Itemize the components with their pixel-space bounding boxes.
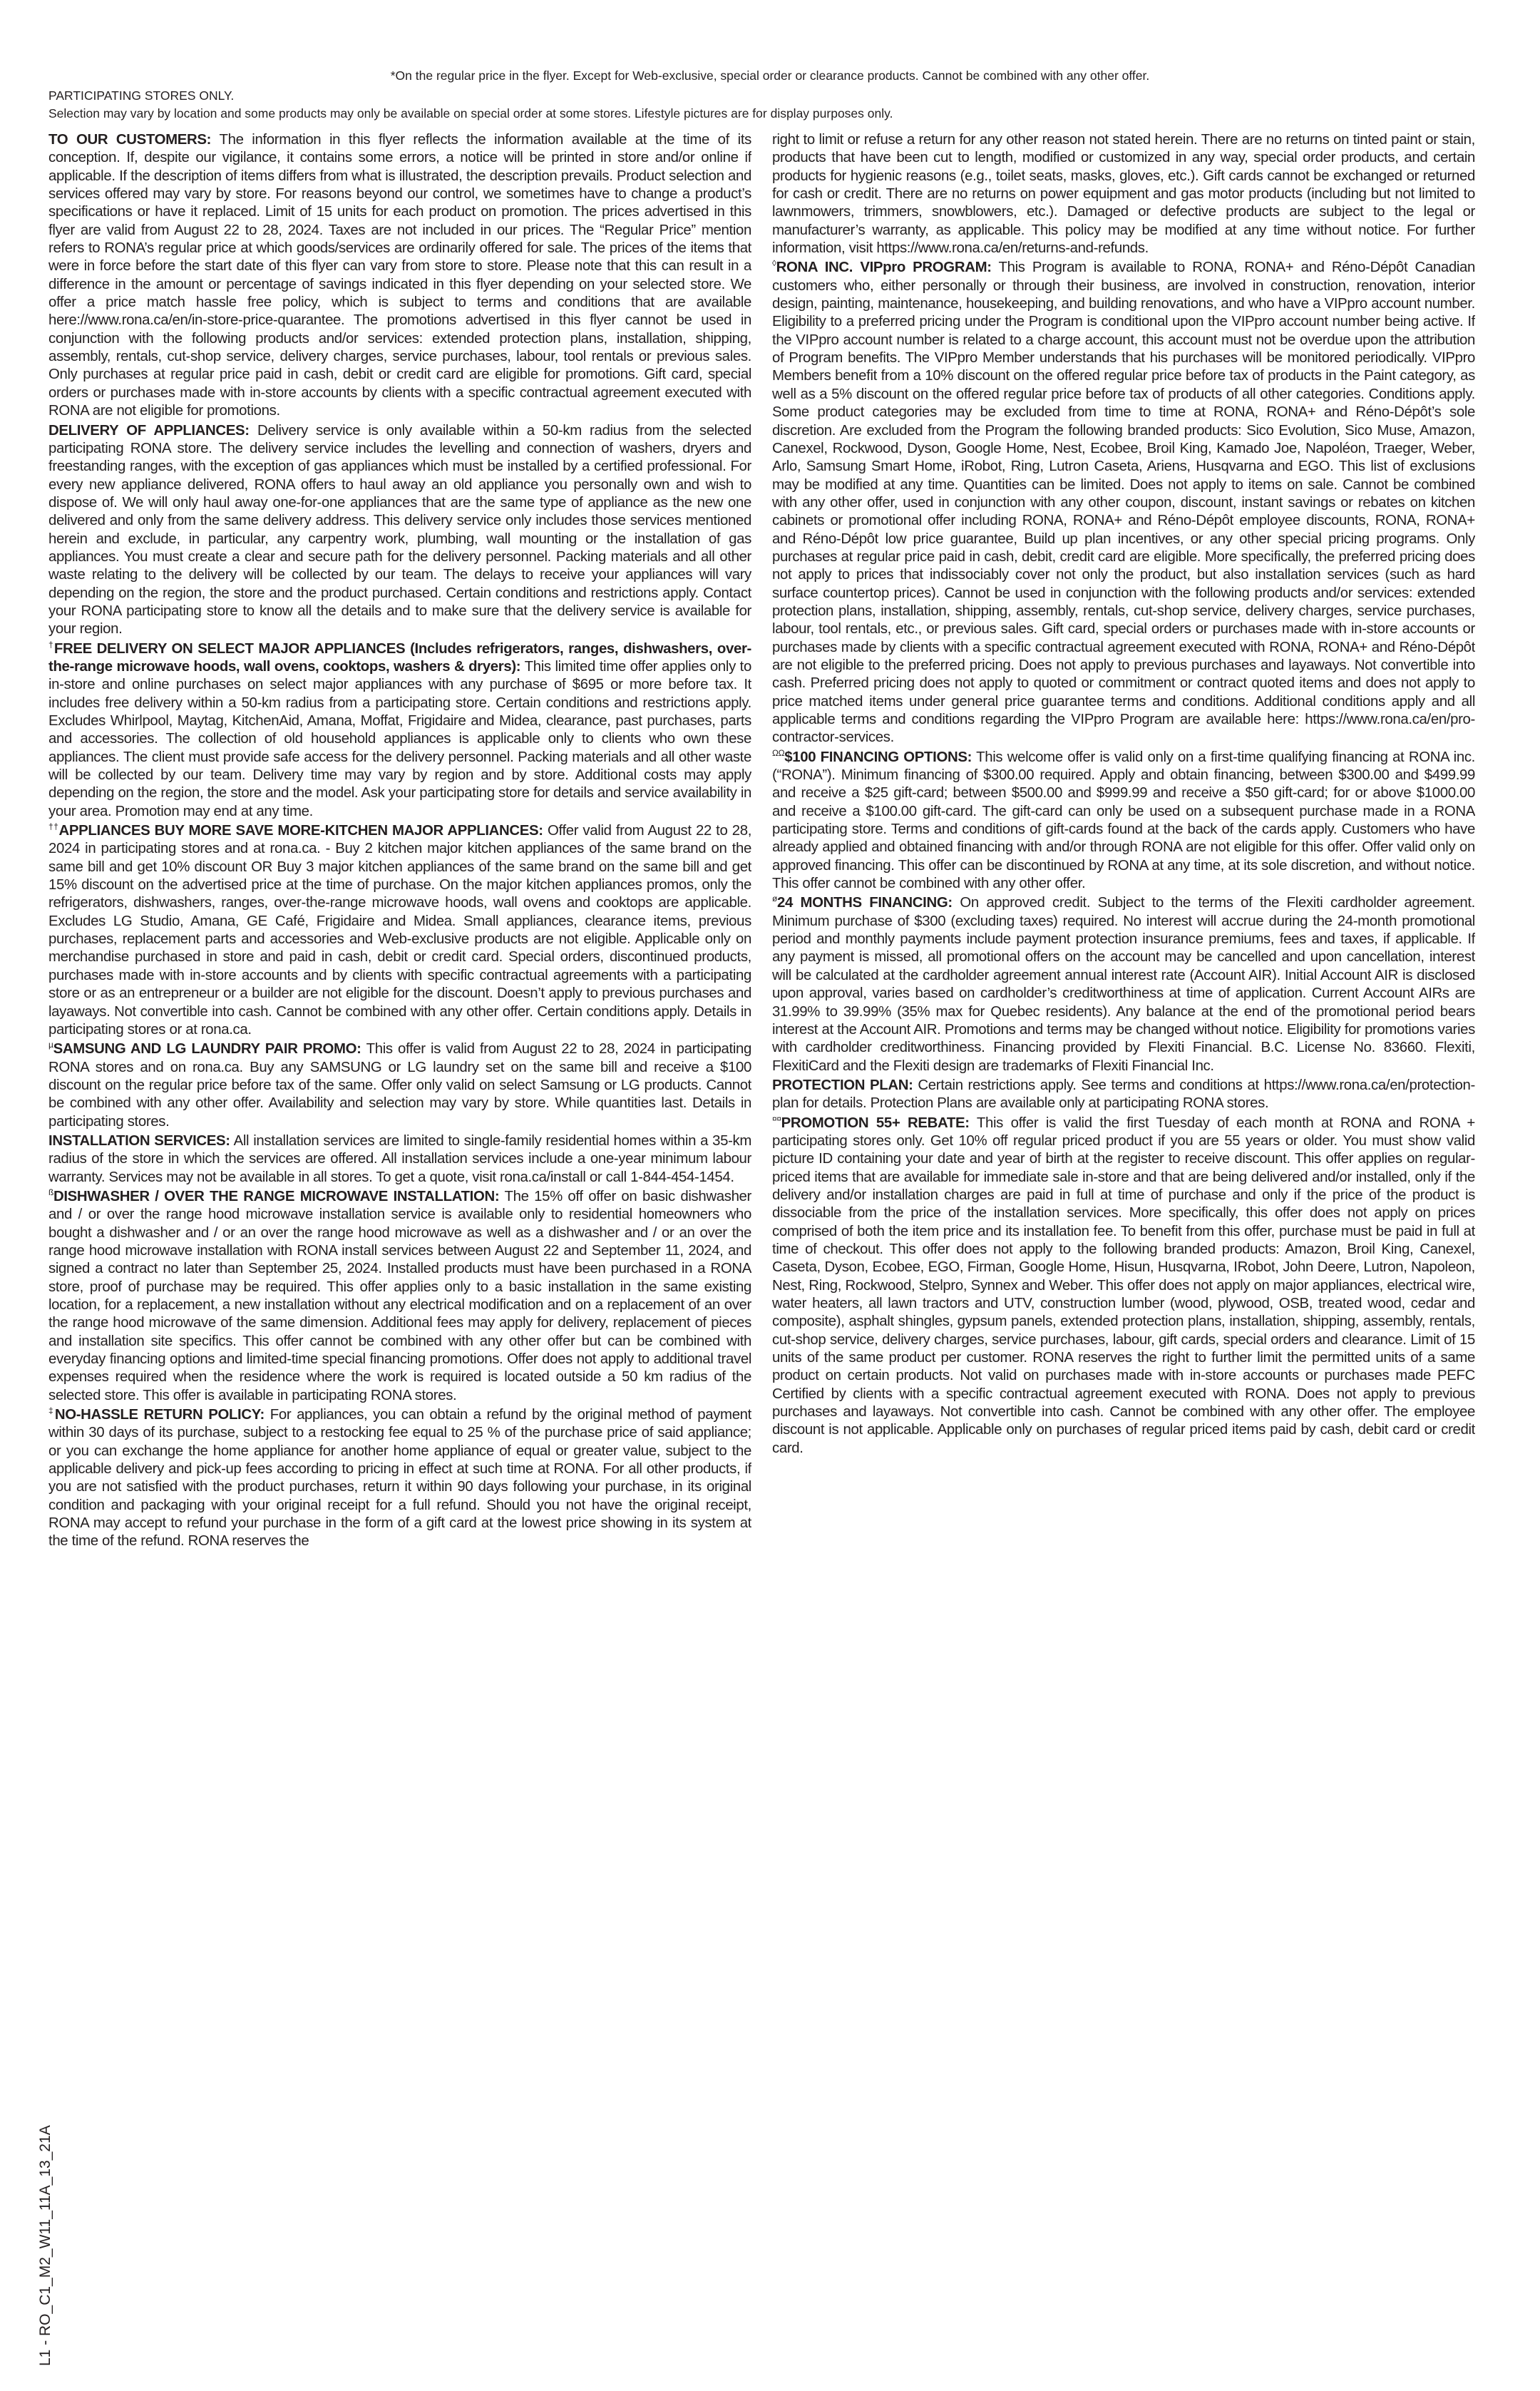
section-heading: APPLIANCES BUY MORE SAVE MORE-KITCHEN MAJOR APPLIANCES: bbox=[58, 823, 543, 839]
section-body: right to limit or refuse a return for any other reason not stated herein. There are no returns on tinted paint or stain, products that have been cut to length, modified or customized in any way, special order products, and certain products for hygienic reasons (e.g., toilet seats, masks, gloves, etc.). Gift cards cannot be exchanged or returned for cash or credit. There are no returns on power equipment and gas motor products (including but not limited to lawnmowers, trimmers, snowblowers, etc.). Damaged or defective products are subject to the legal or manufacturer’s warranty, as applicable. This policy may be modified at any time without notice. For further information, visit https://www.rona.ca/en/returns-and-refunds. bbox=[772, 132, 1475, 257]
participating-stores-note: PARTICIPATING STORES ONLY. bbox=[48, 88, 235, 103]
section-body: On approved credit. Subject to the terms of the Flexiti cardholder agreement. Minimum purchase of $300 (excluding taxes) required. No interest will accrue during the 24-month promotional period and monthly payments include payment protection insurance premiums, fees and taxes, if applicable. If any payment is missed, all promotional offers on the account may be cancelled and upon cancellation, interest will be calculated at the cardholder agreement annual interest rate (Account AIR). Initial Account AIR is disclosed upon approval, varies based on cardholder’s creditworthiness at time of application. Current Account AIRs are 31.99% to 39.99% (35% max for Quebec residents). Any balance at the end of the promotional period bears interest at the Account AIR. Promotions and terms may be changed without notice. Eligibility for promotions varies with cardholder creditworthiness. Financing provided by Flexiti Financial. B.C. License No. 83660. Flexiti, FlexitiCard and the Flexiti design are trademarks of Flexiti Financial Inc. bbox=[772, 895, 1475, 1074]
terms-section bbox=[772, 259, 1475, 747]
section-body: This welcome offer is valid only on a first-time qualifying financing at RONA inc. (“RONA”). Minimum financing of $300.00 required. Apply and obtain financing, between $300.00 and $499.99 and receive a $25 gift-card; between $500.00 and $999.99 and receive a $50 gift-card; for or above $1000.00 and receive a $100.00 gift-card. The gift-card can only be used on a subsequent purchase made in a RONA participating store. Terms and conditions of gift-cards found at the back of the cards apply. Customers who have already applied and obtained financing with and/or through RONA are not eligible for this offer. Offer valid only on approved financing. This offer can be discontinued by RONA at any time, at its sole discretion, and without notice. This offer cannot be combined with any other offer. bbox=[772, 749, 1475, 892]
selection-note: Selection may vary by location and some products may only be available on special order at some stores. Lifestyle pictures are for display purposes only. bbox=[48, 106, 893, 121]
terms-section bbox=[772, 1077, 1475, 1113]
footnote-mark: † bbox=[48, 639, 54, 650]
terms-section bbox=[48, 1132, 751, 1187]
section-heading: PROMOTION 55+ REBATE: bbox=[781, 1115, 970, 1131]
section-body: Certain restrictions apply. See terms and conditions at https://www.rona.ca/en/protection-plan for details. Protection Plans are available only at participating RONA stores. bbox=[772, 1077, 1475, 1112]
terms-section bbox=[772, 131, 1475, 257]
section-body: For appliances, you can obtain a refund by the original method of payment within 30 days of its purchase, subject to a restocking fee equal to 25 % of the purchase price of said appliance; or you can exchange the home appliance for another home appliance of equal or greater value, subject to the applicable delivery and pick-up fees according to pricing in effect at such time at RONA. For all other products, if you are not satisfied with the product purchases, return it within 90 days following your purchase, in its original condition and packaging with your original receipt for a full refund. Should you not have the original receipt, RONA may accept to refund your purchase in the form of a gift card at the lowest price showing in its system at the time of the refund. RONA reserves the bbox=[48, 1407, 751, 1550]
footnote-mark: ΩΩ bbox=[772, 747, 785, 758]
footnote-mark: †† bbox=[48, 821, 59, 832]
section-body: Delivery service is only available within a 50-km radius from the selected participating RONA store. The delivery service includes the levelling and connection of washers, dryers and freestanding ranges, with the exception of gas appliances which must be installed by a certified professional. For every new appliance delivered, RONA offers to haul away an old appliance you personally own and wish to dispose of. We will only haul away one-for-one appliances that are the same type of appliance as the new one delivered and only from the same delivery address. This delivery service only includes those services mentioned herein and exclude, in particular, any carpentry work, plumbing, wall mounting or the installation of gas appliances. You must create a clear and secure path for the delivery personnel. Packing materials and all other waste relating to the delivery will be collected by our team. The delays to receive your appliances will vary depending on the region, the store and the product purchased. Certain conditions and restrictions apply. Contact your RONA participating store to know all the details and to make sure that the delivery service is available for your region. bbox=[48, 422, 751, 638]
section-heading: TO OUR CUSTOMERS: bbox=[48, 132, 212, 148]
terms-section bbox=[48, 422, 751, 639]
terms-section bbox=[48, 1188, 751, 1405]
terms-section bbox=[772, 1115, 1475, 1458]
section-heading: NO-HASSLE RETURN POLICY: bbox=[54, 1407, 265, 1423]
section-heading: DELIVERY OF APPLIANCES: bbox=[48, 422, 250, 439]
section-heading: PROTECTION PLAN: bbox=[772, 1077, 913, 1093]
footnote-mark: µ bbox=[48, 1040, 53, 1050]
terms-section bbox=[48, 640, 751, 821]
section-body: This Program is available to RONA, RONA+ and Réno-Dépôt Canadian customers who, either personally or through their business, are involved in construction, renovation, interior design, painting, maintenance, housekeeping, and building renovations, and who have a VIPpro account number. Eligibility to a preferred pricing under the Program is conditional upon the VIPpro account number being active. If the VIPpro account number is related to a charge account, this account must not be overdue upon the attribution of Program benefits. The VIPpro Member understands that his purchases will be monitored periodically. VIPpro Members benefit from a 10% discount on the offered regular price before tax of products in the Paint category, as well as a 5% discount on the offered regular price before tax of products of all other categories. Conditions apply. Some product categories may be excluded from time to time at RONA, RONA+ and Réno-Dépôt’s sole discretion. Are excluded from the Program the following branded products: Sico Evolution, Sico Muse, Amazon, Canexel, Rockwood, Dyson, Google Home, Nest, Ecobee, Broil King, Kamado Joe, Napoléon, Traeger, Weber, Arlo, Samsung Smart Home, iRobot, Ring, Lutron Caseta, Ariens, Husqvarna and EGO. This list of exclusions may be modified at any time. Quantities can be limited. Does not apply to items on sale. Cannot be combined with any other offer, used in conjunction with any other coupon, discount, instant savings or rebates on kitchen cabinets or promotional offer including RONA, RONA+ and Réno-Dépôt employee discounts, RONA, RONA+ and Réno-Dépôt low price guarantee, Build up plan incentives, or any other special pricing programs. Only purchases at regular price paid in cash, debit, credit card are eligible. More specifically, the preferred pricing does not apply to prices that indissociably cover not only the product, but also installation services (such as hard surface countertop prices). Cannot be used in conjunction with the following products and/or services: extended protection plans, installation, shipping, assembly, rentals, cut-shop service, delivery charges, service purchases, labour, tool rentals, etc., or previous sales. Gift card, special orders or purchases made with in-store accounts or purchases made by clients with a specific contractual agreement executed with RONA, RONA+ and Réno-Dépôt are not eligible to the preferred pricing. Does not apply to previous purchases and layaways. Not convertible into cash. Preferred pricing does not apply to quoted or commitment or contract quoted items and does not apply to price matched items under general price guarantee terms and conditions. Additional conditions apply and all applicable terms and conditions regarding the VIPpro Program are available here: https://www.rona.ca/en/pro-contractor-services. bbox=[772, 260, 1475, 746]
right-column bbox=[772, 131, 1475, 2377]
document-code: L1 - RO_C1_M2_W11_11A_13_21A bbox=[37, 2125, 53, 2366]
left-column bbox=[48, 131, 751, 2377]
footnote-mark: ◊ bbox=[772, 258, 776, 269]
section-body: Offer valid from August 22 to 28, 2024 in participating stores and at rona.ca. - Buy 2 kitchen major kitchen appliances of the same brand on the same bill and get 10% discount OR Buy 3 major kitchen appliances of the same brand on the same bill and get 15% discount on the advertised price at the time of purchase. On the major kitchen appliances promos, only the refrigerators, dishwashers, ranges, over-the-range microwave hoods, wall ovens and cooktops are applicable. Excludes LG Studio, Amana, GE Café, Frigidaire and Midea. Small appliances, clearance items, previous purchases, replacement parts and accessories and Web-exclusive products are not eligible. Applicable only on merchandise purchased in store and paid in cash, debit or credit card. Special orders, discontinued products, purchases made with in-store accounts and by clients with specific contractual agreements with a participating store or as an entrepreneur or a builder are not eligible for the discount. Doesn’t apply to previous purchases and layaways. Not convertible into cash. Cannot be combined with any other offer. Certain conditions apply. Details in participating stores or at rona.ca. bbox=[48, 823, 751, 1038]
terms-section bbox=[48, 1040, 751, 1131]
section-heading: INSTALLATION SERVICES: bbox=[48, 1132, 230, 1149]
section-body: This limited time offer applies only to in-store and online purchases on select major appliances with any purchase of $695 or more before tax. It includes free delivery within a 50-km radius from a participating store. Certain conditions and restrictions apply. Excludes Whirlpool, Maytag, KitchenAid, Amana, Moffat, Frigidaire and Midea, clearance, past purchases, parts and accessories. The collection of old household appliances is applicable only to clients who own these appliances. The client must provide safe access for the delivery personnel. Packing materials and all other waste will be collected by our team. Delivery time may vary by region and by store. Additional costs may apply depending on the region, the store and the model. Ask your participating store for details and service availability in your area. Promotion may end at any time. bbox=[48, 658, 751, 819]
section-heading: SAMSUNG AND LG LAUNDRY PAIR PROMO: bbox=[53, 1041, 361, 1058]
terms-section bbox=[772, 749, 1475, 894]
footnote-mark: ø bbox=[772, 894, 777, 904]
section-body: The information in this flyer reflects the information available at the time of its conception. If, despite our vigilance, it contains some errors, a notice will be printed in store and/or online if applicable. If the description of items differs from what is illustrated, the description prevails. Product selection and services offered may vary by store. For reasons beyond our control, we sometimes have to change a product’s specifications or have it replaced. Limit of 15 units for each product on promotion. The prices advertised in this flyer are valid from August 22 to 28, 2024. Taxes are not included in our prices. The “Regular Price” mention refers to RONA’s regular price at which goods/services are ordinarily offered for sale. The prices of the items that were in force before the start date of this flyer can vary from store to store. Please note that this can result in a difference in the amount or percentage of savings indicated in this flyer depending on your selected store. We offer a price match hassle free policy, which is subject to terms and conditions that are available here://www.rona.ca/en/in-store-price-quarantee. The promotions advertised in this flyer cannot be used in conjunction with the following products and/or services: extended protection plans, installation, shipping, assembly, rentals, cut-shop service, delivery charges, service purchases, labour, tool rentals or previous sales. Only purchases at regular price paid in cash, debit or credit card are eligible for promotions. Gift card, special orders or purchases made with in-store accounts by clients with a specific contractual agreement executed with RONA are not eligible for promotions. bbox=[48, 132, 751, 419]
section-body: The 15% off offer on basic dishwasher and / or over the range hood microwave installation service is available only to residential homeowners who bought a dishwasher and / or an over the range hood microwave as well as a dishwasher and / or an over the range hood microwave installation with RONA install services between August 22 and September 11, 2024, and signed a contract no later than September 25, 2024. Installed products must have been purchased in a RONA store, proof of purchase may be required. This offer applies only to a basic installation in the same existing location, for a replacement, a new installation without any electrical modification and on a replacement of an over the range hood microwave of the same dimension. Additional fees may apply for delivery, replacement of pieces and installation site specifics. This offer cannot be combined with any other offer but can be combined with everyday financing options and limited-time special financing promotions. Offer does not apply to additional travel expenses required when the residence where the work is required is located outside a 50 km radius of the selected store. This offer is available in participating RONA stores. bbox=[48, 1188, 751, 1403]
section-heading: FREE DELIVERY ON SELECT MAJOR APPLIANCES (Includes refrigerators, ranges, dishwashers, over-the-range microwave hoods, wall ovens, cooktops, washers & dryers): bbox=[48, 640, 751, 675]
terms-section bbox=[772, 894, 1475, 1075]
terms-section bbox=[48, 131, 751, 421]
section-heading: RONA INC. VIPpro PROGRAM: bbox=[776, 260, 992, 276]
footnote-mark: ß bbox=[48, 1187, 53, 1198]
section-body: All installation services are limited to single-family residential homes within a 35-km radius of the store in which the services are offered. All installation services include a one-year minimum labour warranty. Services may not be available in all stores. To get a quote, visit rona.ca/install or call 1-844-454-1454. bbox=[48, 1132, 751, 1185]
section-body: This offer is valid the first Tuesday of each month at RONA and RONA + participating stores only. Get 10% off regular priced product if you are 55 years or older. You must show valid picture ID containing your date and year of birth at the register to receive discount. This offer applies on regular-priced items that are available for immediate sale in-store and that are being delivered and/or installed, only if the delivery and/or installation charges are paid in full at time of purchase and only if the price of the product is dissociable from the price of the installation services. More specifically, this offer does not apply on prices comprised of both the item price and its installation fee. To benefit from this offer, purchase must be paid in full at time of checkout. This offer does not apply to the following branded products: Amazon, Broil King, Canexel, Caseta, Dyson, Ecobee, EGO, Firman, Google Home, Hisun, Husqvarna, IRobot, John Deere, Lutron, Napoleon, Nest, Ring, Rockwood, Stelpro, Synnex and Weber. This offer does not apply on major appliances, electrical wire, water heaters, all lawn tractors and UTV, construction lumber (wood, plywood, OSB, treated wood, cedar and composite), asphalt shingles, gypsum panels, extended protection plans, installation, shipping, assembly, rentals, cut-shop service, delivery charges, service purchases, labour, gift cards, special orders and clearance. Limit of 15 units of the same product per customer. RONA reserves the right to further limit the permitted units of a same product on certain products. Not valid on purchases made with in-store accounts or purchases made PEFC Certified by clients with a specific contractual agreement executed with RONA. Does not apply to previous purchases and layaways. Not convertible into cash. Cannot be combined with any other offer. The employee discount is not applicable. Applicable only on purchases of regular priced items paid by cash, debit card or credit card. bbox=[772, 1115, 1475, 1456]
top-disclaimer: *On the regular price in the flyer. Except for Web-exclusive, special order or clearance products. Cannot be combined with any other offer. bbox=[390, 68, 1150, 83]
section-heading: $100 FINANCING OPTIONS: bbox=[784, 749, 972, 765]
terms-section bbox=[48, 1406, 751, 1551]
section-body: This offer is valid from August 22 to 28, 2024 in participating RONA stores and on rona.ca. Buy any SAMSUNG or LG laundry set on the same bill and receive a $100 discount on the regular price before tax of the same. Offer only valid on select Samsung or LG products. Cannot be combined with any other offer. Availability and selection may vary by store. While quantities last. Details in participating stores. bbox=[48, 1041, 751, 1130]
terms-section bbox=[48, 822, 751, 1039]
footnote-mark: ‡ bbox=[48, 1406, 55, 1416]
section-heading: 24 MONTHS FINANCING: bbox=[776, 895, 953, 911]
footnote-mark: ¤¤ bbox=[772, 1113, 781, 1124]
section-heading: DISHWASHER / OVER THE RANGE MICROWAVE INSTALLATION: bbox=[53, 1188, 500, 1204]
